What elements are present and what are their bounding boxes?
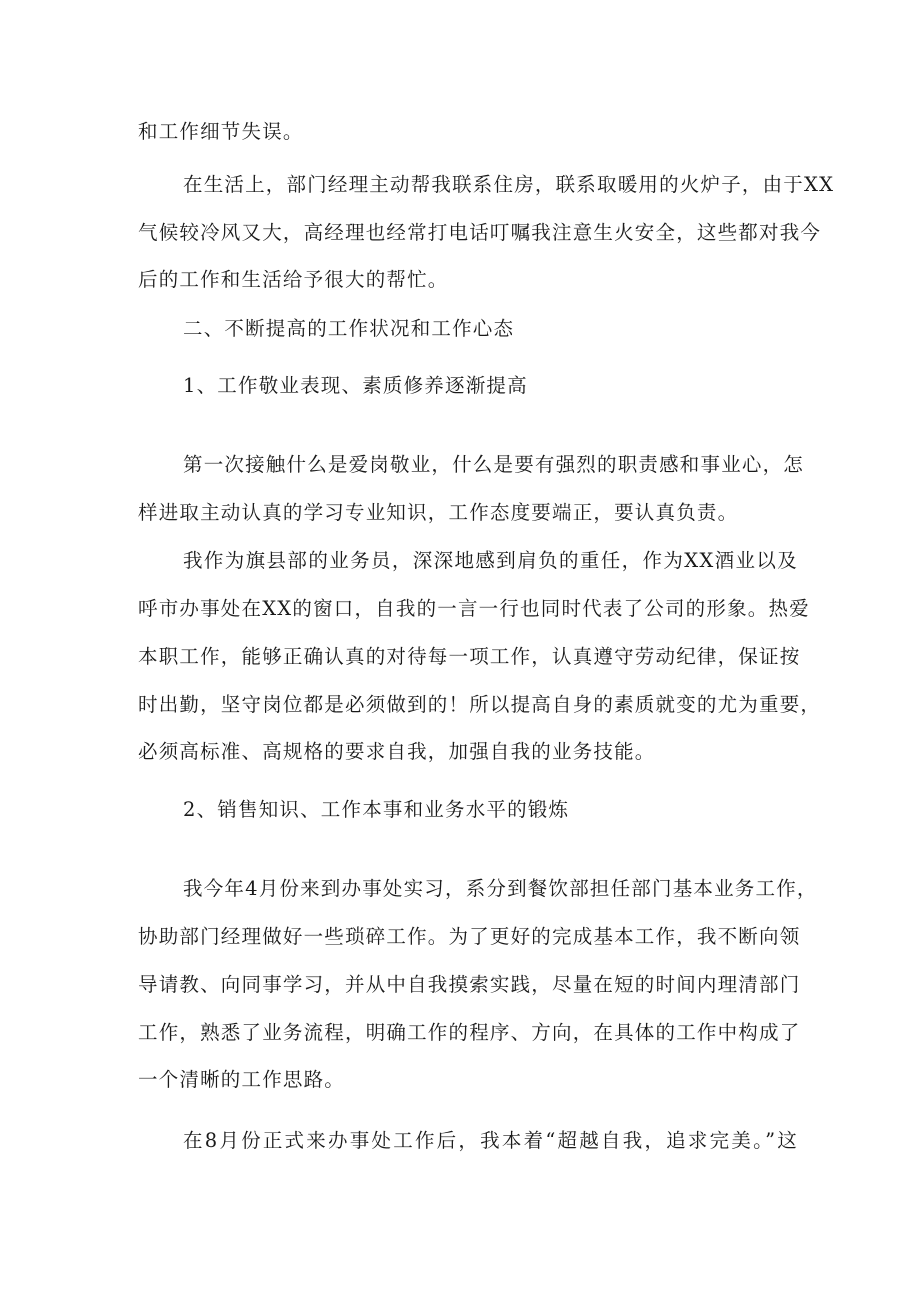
text-line: 协助部门经理做好一些琐碎工作。为了更好的完成基本工作，我不断向领 bbox=[138, 925, 801, 948]
paragraph-first-line: 我作为旗县部的业务员，深深地感到肩负的重任，作为XX酒业以及 bbox=[183, 549, 798, 572]
text-line: 本职工作，能够正确认真的对待每一项工作，认真遵守劳动纪律，保证按 bbox=[138, 645, 801, 668]
text-line: 呼市办事处在XX的窗口，自我的一言一行也同时代表了公司的形象。热爱 bbox=[138, 597, 810, 620]
text-line: 时出勤，坚守岗位都是必须做到的！所以提高自身的素质就变的尤为重要， bbox=[138, 693, 822, 716]
subsection-heading: 2、销售知识、工作本事和业务水平的锻炼 bbox=[183, 798, 570, 821]
text-line: 气候较冷风又大，高经理也经常打电话叮嘱我注意生火安全，这些都对我今 bbox=[138, 221, 822, 244]
text-line: 一个清晰的工作思路。 bbox=[138, 1068, 346, 1091]
text-line: 导请教、向同事学习，并从中自我摸索实践，尽量在短的时间内理清部门 bbox=[138, 973, 801, 996]
paragraph-first-line: 第一次接触什么是爱岗敬业，什么是要有强烈的职责感和事业心，怎 bbox=[183, 453, 805, 476]
text-line: 必须高标准、高规格的要求自我，加强自我的业务技能。 bbox=[138, 740, 656, 763]
text-line: 样进取主动认真的学习专业知识，工作态度要端正，要认真负责。 bbox=[138, 501, 739, 524]
text-line: 后的工作和生活给予很大的帮忙。 bbox=[138, 268, 449, 291]
subsection-heading: 1、工作敬业表现、素质修养逐渐提高 bbox=[183, 374, 528, 397]
text-line: 和工作细节失误。 bbox=[138, 120, 304, 143]
section-heading: 二、不断提高的工作状况和工作心态 bbox=[183, 317, 515, 340]
text-line: 工作，熟悉了业务流程，明确工作的程序、方向，在具体的工作中构成了 bbox=[138, 1021, 801, 1044]
paragraph-first-line: 我今年4月份来到办事处实习，系分到餐饮部担任部门基本业务工作， bbox=[183, 877, 818, 900]
paragraph-first-line: 在8月份正式来办事处工作后，我本着“超越自我，追求完美。”这 bbox=[183, 1129, 798, 1152]
paragraph-first-line: 在生活上，部门经理主动帮我联系住房，联系取暖用的火炉子，由于XX bbox=[183, 173, 835, 196]
